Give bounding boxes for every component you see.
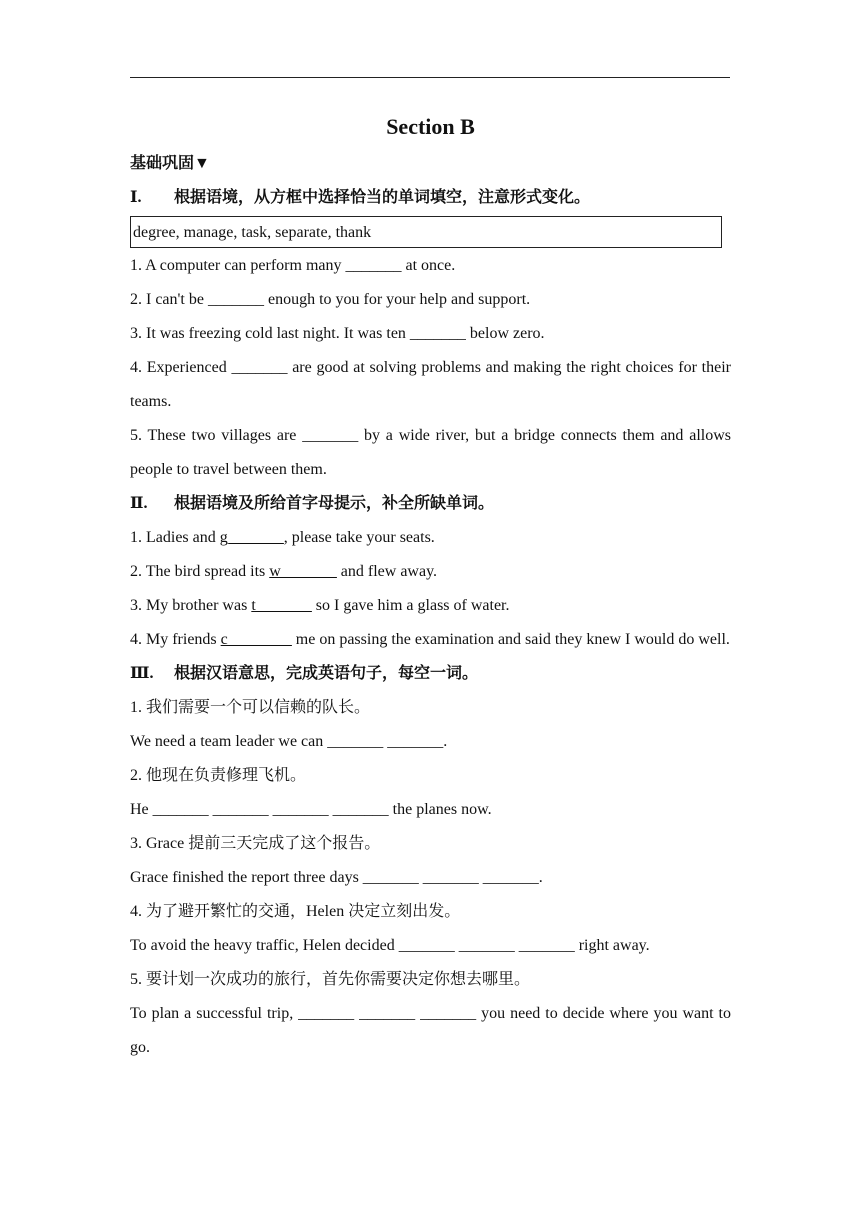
section-2-instruction: 根据语境及所给首字母提示，补全所缺单词。 [174,495,495,512]
fill-blank: g_______ [219,529,284,546]
section-1-item: 1. A computer can perform many _______ at once. [130,257,456,274]
section-3-number: Ⅲ. [130,665,154,682]
section-3-chinese: 3. Grace 提前三天完成了这个报告。 [130,835,381,852]
item-text: me on passing the examination and said they knew I would do well. [291,631,730,648]
page-title: Section B [386,114,475,139]
section-3-chinese: 2. 他现在负责修理飞机。 [130,767,307,784]
item-text: so I gave him a glass of water. [311,597,510,614]
section-3-chinese: 5. 要计划一次成功的旅行，首先你需要决定你想去哪里。 [130,971,531,988]
fill-blank: w_______ [269,563,337,580]
section-3-english: We need a team leader we can _______ _______. [130,733,448,750]
section-3-chinese: 4. 为了避开繁忙的交通，Helen 决定立刻出发。 [130,903,461,920]
item-text: 4. My friends [130,631,221,648]
item-text: 3. My brother was [130,597,252,614]
section-2-number: Ⅱ. [130,495,148,512]
section-3-heading [130,657,731,691]
item-text: 1. Ladies and [130,529,220,546]
section-1-item: 2. I can't be _______ enough to you for your help and support. [130,291,531,308]
section-1-number: Ⅰ. [130,189,142,206]
item-text: and flew away. [336,563,438,580]
section-3-english: He _______ _______ _______ _______ the planes now. [130,801,492,818]
item-text: 2. The bird spread its [130,563,270,580]
word-box: degree, manage, task, separate, thank [130,216,722,248]
section-3-english: To avoid the heavy traffic, Helen decided _______ _______ _______ right away. [130,937,650,954]
fill-blank: t_______ [251,597,312,614]
header-rule [130,77,730,78]
section-3-instruction: 根据汉语意思，完成英语句子，每空一词。 [174,665,479,682]
section-2-heading [130,487,731,521]
section-3-chinese: 1. 我们需要一个可以信赖的队长。 [130,699,371,716]
section-1-item: 4. Experienced _______ are good at solving problems and making the right choices for their teams. [130,359,731,410]
fill-blank: c________ [220,631,292,648]
section-3-english: Grace finished the report three days _______ _______ _______. [130,869,543,886]
section-2-item [130,521,731,555]
section-1-heading [130,181,731,215]
section-2-item [130,555,731,589]
section-1-instruction: 根据语境，从方框中选择恰当的单词填空，注意形式变化。 [174,189,591,206]
section-1-item: 5. These two villages are _______ by a wide river, but a bridge connects them and allows people to travel between them. [130,427,731,478]
section-2-item [130,589,731,623]
subtitle: 基础巩固▼ [130,155,210,172]
worksheet-content [130,107,731,1065]
section-3-english: To plan a successful trip, _______ _______ _______ you need to decide where you want to go. [130,1005,731,1056]
section-2-item [130,623,731,657]
section-1-item: 3. It was freezing cold last night. It was ten _______ below zero. [130,325,545,342]
item-text: , please take your seats. [283,529,435,546]
